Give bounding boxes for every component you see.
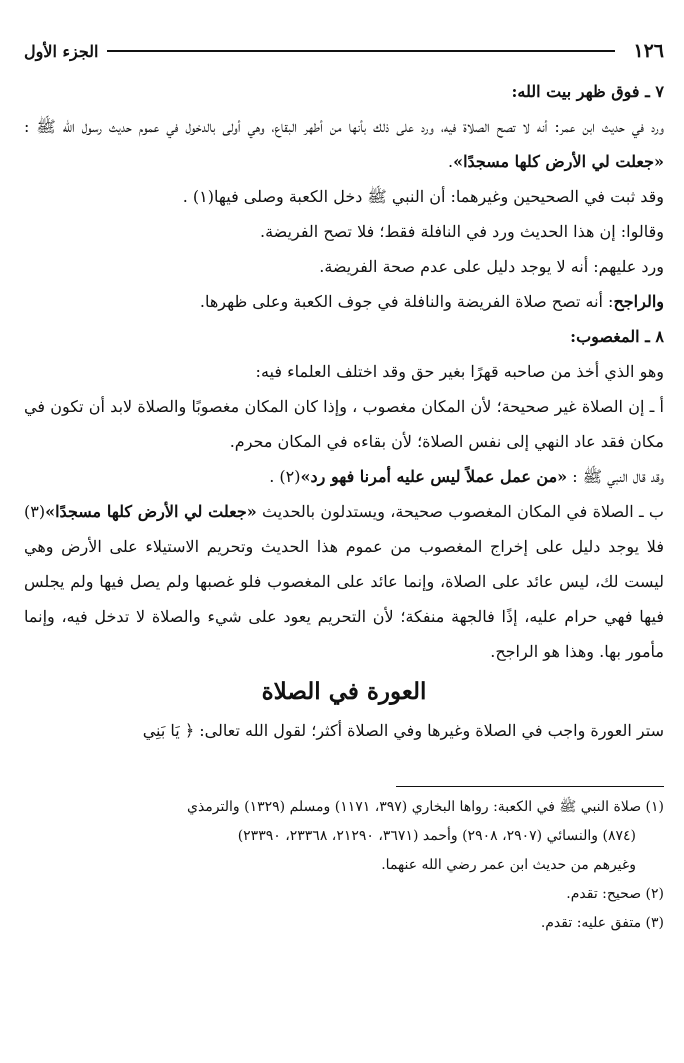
footnote-1-line-2: (٨٧٤) والنسائي (٢٩٠٧، ٢٩٠٨) وأحمد (٣٦٧١، ٢١٢٩٠، ٢٣٣٦٨، ٢٣٣٩٠)	[237, 828, 636, 844]
paragraph-8-text: وقد قال النبي ﷺ :	[567, 467, 664, 486]
page-number: ١٢٦	[633, 40, 664, 62]
book-page	[24, 34, 664, 938]
subheading-8: ٨ ـ المغصوب:	[570, 327, 664, 346]
paragraph-2: وقد ثبت في الصحيحين وغيرهما: أن النبي ﷺ دخل الكعبة وصلى فيها(١) .	[182, 187, 664, 206]
paragraph-4: ورد عليهم: أنه لا يوجد دليل على عدم صحة الفريضة.	[319, 257, 664, 276]
hadith-quote-1: «جعلت لي الأرض كلها مسجدًا»	[453, 152, 664, 171]
section-title: العورة في الصلاة	[261, 678, 427, 705]
footnote-2: (٢) صحيح: تقدم.	[566, 886, 664, 902]
hadith-quote-3: «جعلت لي الأرض كلها مسجدًا»	[45, 502, 257, 521]
header-rule	[107, 50, 616, 52]
paragraph-5-text: : أنه تصح صلاة الفريضة والنافلة في جوف الكعبة وعلى ظهرها.	[199, 292, 614, 311]
footnote-1-line-3: وغيرهم من حديث ابن عمر رضي الله عنهما.	[381, 857, 636, 873]
footnote-1-line-1: (١) صلاة النبي ﷺ في الكعبة: رواها البخاري (٣٩٧، ١١٧١) ومسلم (١٣٢٩) والترمذي	[186, 799, 664, 815]
running-title: الجزء الأول	[24, 41, 99, 61]
paragraph-7: أ ـ إن الصلاة غير صحيحة؛ لأن المكان مغصوب ، وإذا كان المكان مغصوبًا والصلاة لابد أن تكون في مكان فقد عاد النهي إلى نفس الصلاة؛ لأن بقاءه في المكان محرم.	[24, 397, 665, 451]
footnote-3: (٣) متفق عليه: تقدم.	[540, 915, 664, 931]
footnote-rule	[396, 786, 664, 787]
paragraph-1-end: .	[447, 152, 454, 171]
paragraph-9	[24, 494, 664, 669]
paragraph-1-text: ورد في حديث ابن عمر: أنه لا تصح الصلاة فيه، ورد على ذلك بأنها من أطهر البقاع، وهي أولى بالدخول في عموم حديث رسول الله ﷺ :	[24, 117, 664, 136]
paragraph-8	[24, 459, 664, 494]
hadith-quote-2: «من عمل عملاً ليس عليه أمرنا فهو رد»	[300, 467, 568, 486]
subheading-7: ٧ ـ فوق ظهر بيت الله:	[511, 82, 664, 101]
paragraph-8-end: (٢) .	[269, 467, 301, 486]
preferred-label: والراجح	[613, 292, 664, 311]
paragraph-5	[24, 284, 664, 319]
main-text	[24, 74, 664, 748]
paragraph-3: وقالوا: إن هذا الحديث ورد في النافلة فقط؛ فلا تصح الفريضة.	[260, 222, 664, 241]
paragraph-9-rest: (٣) فلا يوجد دليل على إخراج المغصوب من عموم هذا الحديث وتحريم الاستيلاء على الأرض وهي ليست لك، ليس عائد على الصلاة، وإنما عائد على المغصوب فلو غصبها ولم يصل فيها ولم يجلس فيها فهي حرام عليه، إذًا فالجهة منفكة؛ لأن التحريم يعود على شيء والصلاة لا تدخل فيه، وإنما مأمور بها. وهذا هو الراجح.	[24, 502, 664, 661]
paragraph-10: ستر العورة واجب في الصلاة وغيرها وفي الصلاة أكثر؛ لقول الله تعالى: ﴿ يَا بَنِي	[142, 721, 664, 740]
footnotes	[24, 793, 664, 938]
paragraph-6: وهو الذي أخذ من صاحبه قهرًا بغير حق وقد اختلف العلماء فيه:	[255, 362, 664, 381]
paragraph-9-text: ب ـ الصلاة في المكان المغصوب صحيحة، ويستدلون بالحديث	[256, 502, 664, 521]
page-header	[24, 34, 664, 68]
paragraph-1	[24, 109, 664, 179]
